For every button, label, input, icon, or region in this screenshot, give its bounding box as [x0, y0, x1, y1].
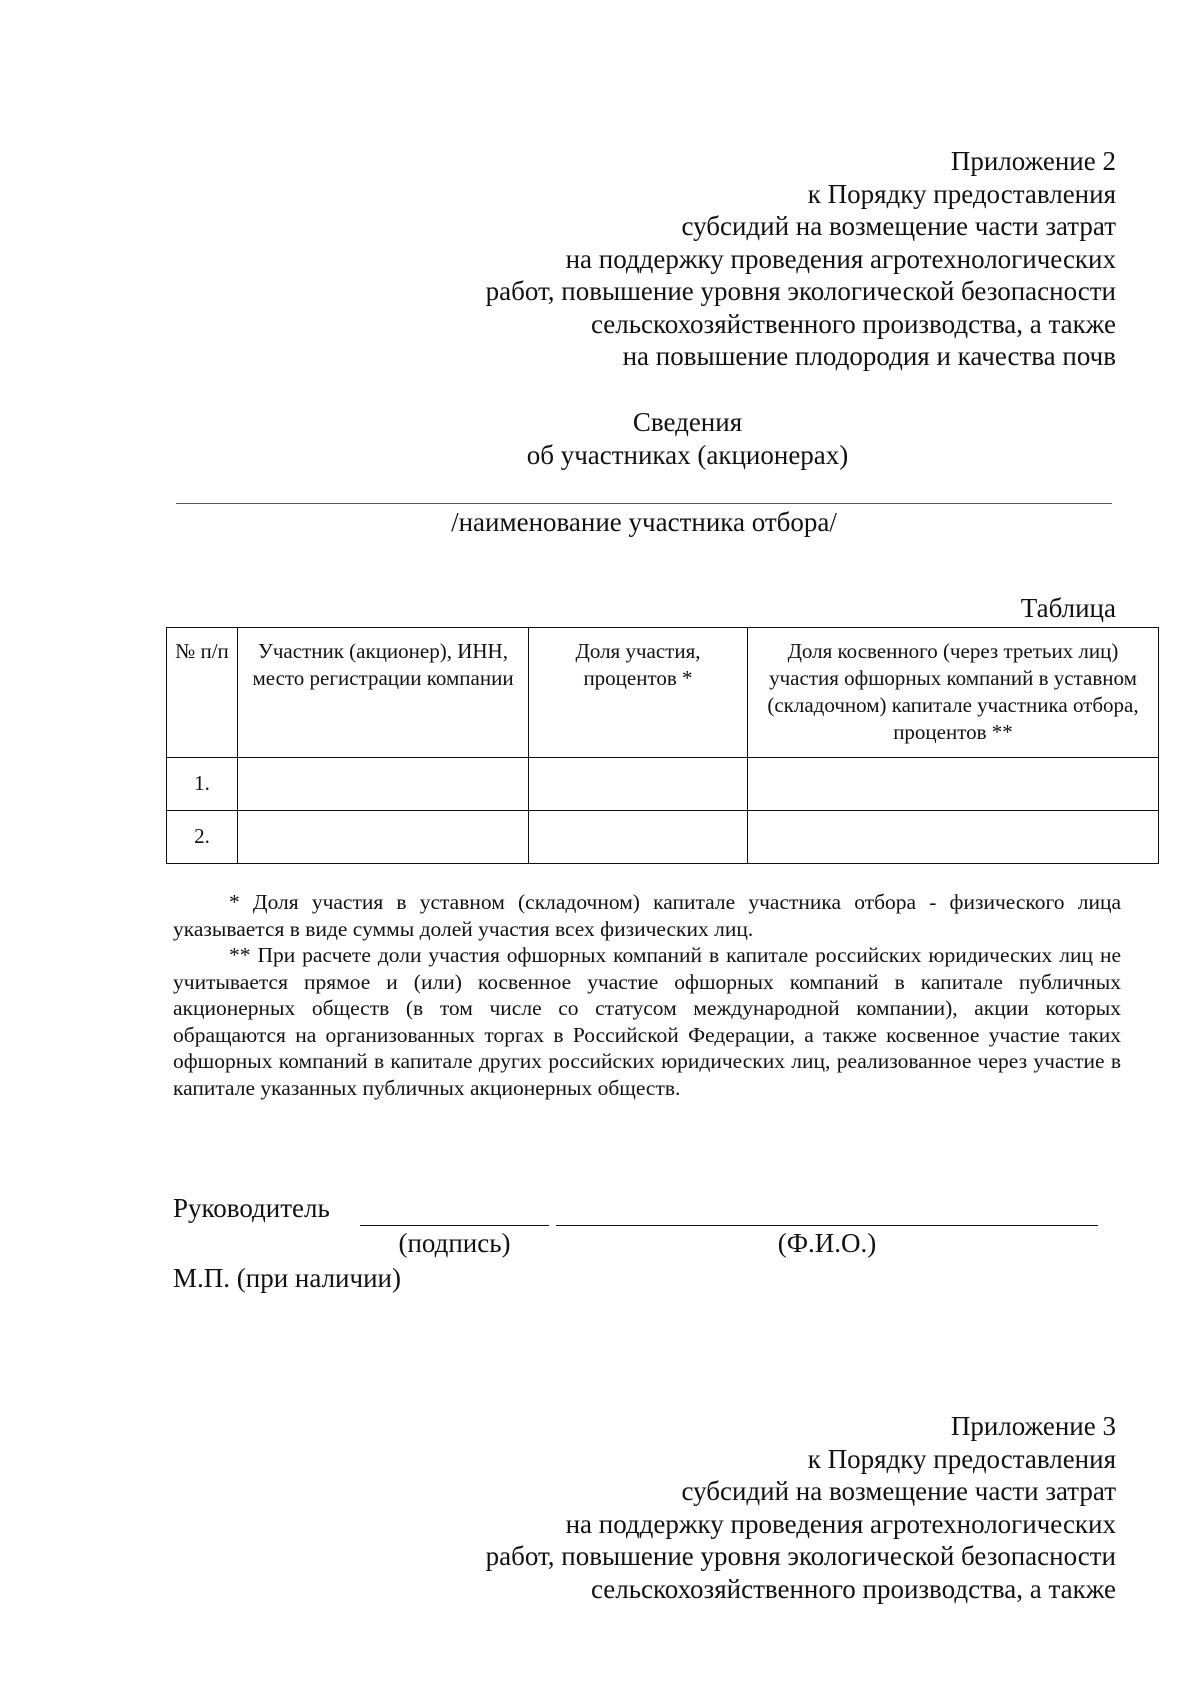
- title-line: об участниках (акционерах): [526, 439, 849, 470]
- header-line: сельскохозяйственного производства, а также: [590, 1573, 1116, 1604]
- header-line: к Порядку предоставления: [807, 178, 1116, 209]
- name-line: [556, 1225, 1098, 1226]
- document-title: [0, 406, 1200, 471]
- table-cell: [748, 758, 1159, 811]
- appendix2-header: [486, 145, 1116, 373]
- header-line: Приложение 3: [950, 1411, 1116, 1441]
- header-line: на повышение плодородия и качества почв: [622, 341, 1116, 371]
- header-line: субсидий на возмещение части затрат: [681, 1476, 1116, 1506]
- footnote: ** При расчете доли участия офшорных компаний в капитале российских юридических лиц не учитывается прямое и (или) косвенное участие офшорных компаний в капитале публичных акционерных обществ (в том числе со статусом международной компании), акции которых обращаются на организованных торгах в Российской Федерации, а также косвенное участие таких офшорных компаний в капитале других российских юридических лиц, реализованное через участие в капитале указанных публичных акционерных обществ.: [173, 943, 1121, 1100]
- participant-name-line: [176, 503, 1112, 504]
- title-line: Сведения: [632, 407, 743, 437]
- table-header-cell: Доля косвенного (через третьих лиц) участия офшорных компаний в уставном (складочном) капитале участника отбора, процентов **: [748, 628, 1159, 758]
- table-cell: [238, 811, 529, 864]
- participants-table: [166, 627, 1159, 864]
- table-cell: [238, 758, 529, 811]
- table-cell: [529, 811, 748, 864]
- signature-caption: (подпись): [398, 1228, 511, 1258]
- table-cell: [748, 811, 1159, 864]
- table-cell: 2.: [167, 811, 238, 864]
- name-caption: (Ф.И.О.): [777, 1228, 877, 1258]
- header-line: работ, повышение уровня экологической безопасности: [485, 1541, 1116, 1571]
- signature-line: [360, 1225, 549, 1226]
- table-cell: 1.: [167, 758, 238, 811]
- table-header-row: [167, 628, 1159, 758]
- header-line: на поддержку проведения агротехнологических: [565, 1508, 1116, 1539]
- table-label: Таблица: [1020, 593, 1116, 623]
- table-header-cell: № п/п: [167, 628, 238, 758]
- table-row: [167, 758, 1159, 811]
- header-line: к Порядку предоставления: [807, 1443, 1116, 1474]
- footnote: * Доля участия в уставном (складочном) капитале участника отбора - физического лица указывается в виде суммы долей участия всех физических лиц.: [173, 890, 1121, 941]
- header-line: работ, повышение уровня экологической безопасности: [485, 276, 1116, 306]
- seal-caption: М.П. (при наличии): [173, 1263, 401, 1293]
- header-line: субсидий на возмещение части затрат: [681, 211, 1116, 241]
- header-line: на поддержку проведения агротехнологических: [565, 243, 1116, 274]
- table-row: [167, 811, 1159, 864]
- header-line: сельскохозяйственного производства, а также: [590, 308, 1116, 339]
- table-cell: [529, 758, 748, 811]
- participant-name-caption: /наименование участника отбора/: [451, 507, 837, 537]
- footnotes: [173, 889, 1121, 1101]
- table-header-cell: Участник (акционер), ИНН, место регистрации компании: [238, 628, 529, 758]
- table-header-cell: Доля участия, процентов *: [529, 628, 748, 758]
- signature-label: Руководитель: [173, 1193, 330, 1223]
- appendix3-header: [486, 1410, 1116, 1605]
- header-line: Приложение 2: [950, 146, 1116, 176]
